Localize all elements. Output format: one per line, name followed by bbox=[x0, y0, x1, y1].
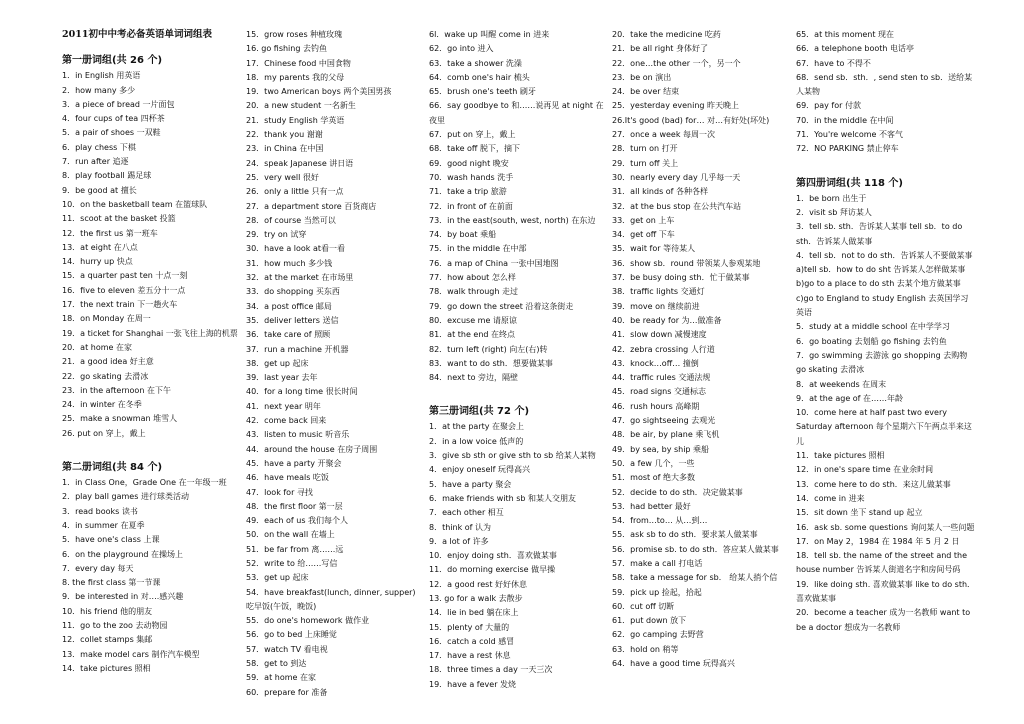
document-title: 2011初中中考必备英语单词词组表 bbox=[62, 29, 212, 40]
phrase-entry: a)tell sb．how to do sht 告诉某人怎样做某事 bbox=[796, 265, 966, 275]
phrase-entry: 14．come in 进来 bbox=[796, 493, 865, 503]
phrase-entry: 20．take the medicine 吃药 bbox=[612, 30, 721, 39]
phrase-entry: 4．four cups of tea 四杯茶 bbox=[62, 114, 165, 124]
phrase-entry: 47．look for 寻找 bbox=[246, 487, 313, 497]
phrase-entry: 25．very well 很好 bbox=[246, 172, 319, 182]
phrase-entry: 25．make a snowman 堆雪人 bbox=[62, 414, 178, 424]
phrase-entry: 83．want to do sth．想要做某事 bbox=[429, 358, 553, 368]
phrase-entry: 38．get up 起床 bbox=[246, 358, 309, 368]
phrase-entry: 49．each of us 我们每个人 bbox=[246, 516, 349, 526]
phrase-entry: 71．take a trip 旅游 bbox=[429, 187, 507, 197]
phrase-entry: 23．in the afternoon 在下午 bbox=[62, 385, 171, 395]
phrase-entry: 41．slow down 减慢速度 bbox=[612, 330, 707, 340]
phrase-entry: 54．from…to… 从…到… bbox=[612, 516, 708, 526]
phrase-entry: 36．show sb．round 带领某人参观某地 bbox=[612, 258, 761, 268]
phrase-entry: 59．pick up 捡起，拾起 bbox=[612, 587, 702, 597]
phrase-entry: 33．do shopping 买东西 bbox=[246, 287, 340, 297]
phrase-entry: 42．zebra crossing 人行道 bbox=[612, 344, 715, 354]
phrase-entry: 1．in Class One，Grade One 在一年级一班 bbox=[62, 478, 227, 488]
phrase-entry: 55．ask sb to do sth．要求某人做某事 bbox=[612, 530, 758, 540]
phrase-entry: 29．turn off 关上 bbox=[612, 158, 679, 168]
phrase-entry: 62．go camping 去野营 bbox=[612, 630, 704, 640]
phrase-entry: 22．one…the other 一个，另一个 bbox=[612, 58, 741, 68]
phrase-entry: 46．have meals 吃饭 bbox=[246, 473, 329, 483]
phrase-entry: 46．rush hours 高峰期 bbox=[612, 401, 700, 411]
phrase-entry: 65．at this moment 现在 bbox=[796, 30, 895, 39]
phrase-entry: 6l．wake up 叫醒 come in 进来 bbox=[429, 30, 550, 39]
phrase-entry: b)go to a place to do sth 去某个地方做某事 bbox=[796, 279, 961, 289]
phrase-entry: 14．hurry up 快点 bbox=[62, 257, 133, 267]
phrase-entry: 55．do one's homework 做作业 bbox=[246, 616, 370, 626]
phrase-entry: 1．in English 用英语 bbox=[62, 71, 141, 81]
phrase-entry: 18．three times a day 一天三次 bbox=[429, 665, 553, 675]
phrase-entry: 12．the first us 第一班车 bbox=[62, 228, 158, 238]
phrase-entry: 11．go to the zoo 去动物园 bbox=[62, 620, 168, 630]
phrase-entry: 51．most of 绝大多数 bbox=[612, 473, 695, 483]
phrase-entry: 9．be interested in 对….感兴趣 bbox=[62, 592, 184, 602]
section-spacer bbox=[429, 385, 609, 399]
phrase-entry: 27．a department store 百货商店 bbox=[246, 201, 377, 211]
phrase-entry: 34．a post office 邮局 bbox=[246, 301, 332, 311]
phrase-entry: 12．collet stamps 集邮 bbox=[62, 635, 153, 645]
phrase-entry: 43．knock…off… 撞倒 bbox=[612, 358, 699, 368]
phrase-entry: 7．run after 追逐 bbox=[62, 157, 129, 167]
phrase-entry: 5．have a party 聚会 bbox=[429, 479, 512, 489]
phrase-entry: 2．in a low voice 低声的 bbox=[429, 436, 524, 446]
phrase-entry: 4．enjoy oneself 玩得高兴 bbox=[429, 465, 531, 475]
phrase-entry: 33．get on 上车 bbox=[612, 215, 675, 225]
phrase-entry: 57．watch TV 看电视 bbox=[246, 644, 328, 654]
phrase-entry: 40．for a long time 很长时间 bbox=[246, 387, 358, 397]
phrase-entry: 18．on Monday 在周一 bbox=[62, 314, 151, 324]
phrase-entry: 10．on the basketball team 在篮球队 bbox=[62, 199, 208, 209]
phrase-entry: 16．five to eleven 差五分十一点 bbox=[62, 285, 186, 295]
phrase-entry: 30．have a look at看一看 bbox=[246, 244, 346, 254]
phrase-entry: 17．Chinese food 中国食物 bbox=[246, 58, 351, 68]
phrase-entry: 20．a new student 一名新生 bbox=[246, 101, 356, 111]
phrase-entry: 48．the first floor 第一层 bbox=[246, 501, 343, 511]
phrase-entry: 72．in front of 在前面 bbox=[429, 201, 513, 211]
phrase-entry: 24．be over 结束 bbox=[612, 87, 680, 97]
phrase-entry: 60．cut off 切断 bbox=[612, 601, 675, 611]
phrase-entry: 21．be all right 身体好了 bbox=[612, 44, 708, 54]
phrase-entry: 76．a map of China 一张中国地图 bbox=[429, 258, 559, 268]
phrase-entry: 26．only a little 只有一点 bbox=[246, 187, 344, 197]
phrase-entry: 53．get up 起床 bbox=[246, 573, 309, 583]
phrase-entry: 15．plenty of 大量的 bbox=[429, 622, 510, 632]
phrase-entry: 79．go down the street 沿着这条街走 bbox=[429, 301, 574, 311]
phrase-entry: 14．take pictures 照相 bbox=[62, 663, 151, 673]
phrase-entry: 49．by sea, by ship 乘船 bbox=[612, 444, 710, 454]
phrase-entry: 78．walk through 走过 bbox=[429, 287, 518, 297]
phrase-entry: 37．run a machine 开机器 bbox=[246, 344, 349, 354]
phrase-entry: c)go to England to study English 去英国学习英语 bbox=[796, 293, 969, 318]
phrase-entry: 22．thank you 谢谢 bbox=[246, 130, 323, 140]
phrase-entry: 31．all kinds of 各种各样 bbox=[612, 187, 709, 197]
section-heading: 第四册词组(共 118 个) bbox=[796, 177, 903, 189]
phrase-entry: 16. go fishing 去钓鱼 bbox=[246, 44, 327, 54]
phrase-entry: 25．yesterday evening 昨天晚上 bbox=[612, 101, 740, 111]
phrase-entry: 12．a good rest 好好休息 bbox=[429, 579, 527, 589]
phrase-entry: 47．go sightseeing 去观光 bbox=[612, 416, 716, 426]
phrase-entry: 66．a telephone booth 电话亭 bbox=[796, 44, 915, 54]
phrase-entry: 56．promise sb. to do sth．答应某人做某事 bbox=[612, 544, 779, 554]
phrase-entry: 58．get to 到达 bbox=[246, 659, 307, 669]
phrase-entry: 4．tell sb．not to do sth．告诉某人不要做某事 bbox=[796, 250, 973, 260]
phrase-entry: 68．take off 脱下，摘下 bbox=[429, 144, 520, 154]
phrase-entry: 20．at home 在家 bbox=[62, 342, 132, 352]
phrase-entry: 58．take a message for sb． 给某人捎个信 bbox=[612, 573, 778, 583]
phrase-entry: 24．speak Japanese 讲日语 bbox=[246, 158, 354, 168]
phrase-entry: 13. go for a walk 去散步 bbox=[429, 593, 523, 603]
phrase-entry: 2．visit sb 拜访某人 bbox=[796, 207, 872, 217]
phrase-entry: 45．have a party 开聚会 bbox=[246, 458, 342, 468]
phrase-entry: 70．wash hands 洗手 bbox=[429, 172, 514, 182]
phrase-entry: 50．a few 几个，一些 bbox=[612, 458, 695, 468]
phrase-entry: 24．in winter 在冬季 bbox=[62, 400, 142, 410]
phrase-entry: 8．play football 踢足球 bbox=[62, 171, 152, 181]
phrase-entry: 67．have to 不得不 bbox=[796, 58, 871, 68]
section-heading: 第一册词组(共 26 个) bbox=[62, 55, 163, 67]
phrase-entry: 45．road signs 交通标志 bbox=[612, 387, 706, 397]
phrase-entry: 44．traffic rules 交通法规 bbox=[612, 373, 711, 383]
phrase-entry: 21．a good idea 好主意 bbox=[62, 357, 154, 367]
phrase-entry: 8．think of 认为 bbox=[429, 522, 492, 532]
phrase-entry: 23．be on 演出 bbox=[612, 72, 672, 82]
phrase-entry: 10．enjoy doing sth．喜欢做某事 bbox=[429, 551, 557, 561]
phrase-entry: 21．study English 学英语 bbox=[246, 115, 345, 125]
phrase-entry: 42．come back 回来 bbox=[246, 416, 327, 426]
phrase-entry: 13．at eight 在八点 bbox=[62, 242, 138, 252]
column-4 bbox=[612, 28, 792, 671]
phrase-entry: 32．at the market 在市场里 bbox=[246, 273, 354, 283]
phrase-entry: 52．decide to do sth．决定做某事 bbox=[612, 487, 743, 497]
phrase-entry: 5．study at a middle school 在中学学习 bbox=[796, 322, 950, 332]
phrase-entry: 19．a ticket for Shanghai 一张飞往上海的机票 bbox=[62, 328, 238, 338]
phrase-entry: 13．come here to do sth．来这儿做某事 bbox=[796, 479, 951, 489]
column-2 bbox=[246, 28, 426, 700]
phrase-entry: 6．on the playground 在操场上 bbox=[62, 549, 184, 559]
column-3 bbox=[429, 28, 609, 692]
phrase-entry: 38．traffic lights 交通灯 bbox=[612, 287, 705, 297]
phrase-entry: 14．lie in bed 躺在床上 bbox=[429, 608, 519, 618]
section-spacer bbox=[796, 157, 976, 171]
phrase-entry: 62．go into 进入 bbox=[429, 44, 494, 54]
phrase-entry: 17．the next train 下一趟火车 bbox=[62, 300, 178, 310]
phrase-entry: 3．tell sb. sth．告诉某人某事 tell sb．to do sth．告诉某人做某事 bbox=[796, 222, 963, 246]
phrase-entry: 77．how about 怎么样 bbox=[429, 273, 516, 283]
phrase-entry: 1．at the party 在聚会上 bbox=[429, 422, 525, 432]
phrase-entry: 64．have a good time 玩得高兴 bbox=[612, 659, 735, 669]
phrase-entry: 8．at weekends 在周末 bbox=[796, 379, 887, 389]
phrase-entry: 51．be far from 离……远 bbox=[246, 544, 344, 554]
phrase-entry: 56．go to bed 上床睡觉 bbox=[246, 630, 337, 640]
phrase-entry: 80．excuse me 请原谅 bbox=[429, 315, 517, 325]
phrase-entry: 3．a piece of bread 一片面包 bbox=[62, 99, 175, 109]
phrase-entry: 39．move on 继续前进 bbox=[612, 301, 700, 311]
phrase-entry: 28．of course 当然可以 bbox=[246, 215, 336, 225]
phrase-entry: 44．around the house 在房子周围 bbox=[246, 444, 378, 454]
phrase-entry: 12．in one's spare time 在业余时间 bbox=[796, 465, 934, 475]
phrase-entry: 71．You're welcome 不客气 bbox=[796, 130, 903, 140]
phrase-entry: 41．next year 明年 bbox=[246, 401, 321, 411]
phrase-entry: 34．get off 下车 bbox=[612, 230, 675, 240]
phrase-entry: 70．in the middle 在中间 bbox=[796, 115, 894, 125]
phrase-entry: 66．say goodbye to 和……说再见 at night 在夜里 bbox=[429, 101, 604, 125]
phrase-entry: 65．brush one's teeth 刷牙 bbox=[429, 87, 536, 97]
phrase-entry: 6．play chess 下棋 bbox=[62, 142, 136, 152]
phrase-entry: 7．go swimming 去游泳 go shopping 去购物 go skating 去滑冰 bbox=[796, 350, 968, 375]
phrase-entry: 1．be born 出生于 bbox=[796, 193, 867, 203]
phrase-entry: 15．grow roses 种植玫瑰 bbox=[246, 30, 343, 39]
phrase-entry: 23．in China 在中国 bbox=[246, 144, 324, 154]
section-spacer bbox=[62, 441, 242, 455]
phrase-entry: 15．sit down 坐下 stand up 起立 bbox=[796, 508, 923, 518]
phrase-entry: 63．hold on 稍等 bbox=[612, 644, 679, 654]
phrase-entry: 82．turn left (right) 向左(右)转 bbox=[429, 344, 548, 354]
phrase-entry: 22．go skating 去滑冰 bbox=[62, 371, 149, 381]
phrase-entry: 81．at the end 在终点 bbox=[429, 330, 516, 340]
phrase-entry: 2．how many 多少 bbox=[62, 85, 136, 95]
phrase-entry: 20．become a teacher 成为一名教师 want to be a doctor 想成为一名教师 bbox=[796, 608, 971, 632]
phrase-entry: 50．on the wall 在墙上 bbox=[246, 530, 335, 540]
column-1 bbox=[62, 28, 242, 676]
phrase-entry: 2．play ball games 进行球类活动 bbox=[62, 492, 189, 502]
phrase-entry: 64．comb one's hair 梳头 bbox=[429, 72, 530, 82]
phrase-entry: 8. the first class 第一节课 bbox=[62, 578, 161, 588]
phrase-entry: 28．turn on 打开 bbox=[612, 144, 678, 154]
phrase-entry: 15．a quarter past ten 十点一刻 bbox=[62, 271, 188, 281]
phrase-entry: 57．make a call 打电话 bbox=[612, 558, 703, 568]
phrase-entry: 3．read books 读书 bbox=[62, 506, 138, 516]
phrase-entry: 29．try on 试穿 bbox=[246, 230, 307, 240]
section-heading: 第二册词组(共 84 个) bbox=[62, 462, 163, 474]
phrase-entry: 26.It's good (bad) for… 对…有好处(坏处) bbox=[612, 115, 770, 125]
phrase-entry: 9．at the age of 在……年龄 bbox=[796, 393, 904, 403]
phrase-entry: 69．pay for 付款 bbox=[796, 101, 861, 111]
phrase-entry: 43．listen to music 听音乐 bbox=[246, 430, 350, 440]
phrase-entry: 17．have a rest 休息 bbox=[429, 651, 511, 661]
phrase-entry: 7．each other 相互 bbox=[429, 508, 504, 518]
phrase-entry: 5．have one's class 上课 bbox=[62, 535, 160, 545]
phrase-entry: 39．last year 去年 bbox=[246, 373, 318, 383]
phrase-entry: 19．two American boys 两个美国男孩 bbox=[246, 87, 392, 97]
phrase-entry: 9．a lot of 许多 bbox=[429, 536, 489, 546]
phrase-entry: 60．prepare for 准备 bbox=[246, 687, 328, 697]
phrase-entry: 17．on May 2，1984 在 1984 年 5 月 2 日 bbox=[796, 536, 960, 546]
phrase-entry: 19．like doing sth. 喜欢做某事 like to do sth．喜欢做某事 bbox=[796, 579, 976, 603]
phrase-entry: 16．catch a cold 感冒 bbox=[429, 636, 515, 646]
phrase-entry: 63．take a shower 洗澡 bbox=[429, 58, 522, 68]
phrase-entry: 59．at home 在家 bbox=[246, 673, 316, 683]
phrase-entry: 68．send sb．sth．, send sten to sb．送给某人某物 bbox=[796, 72, 973, 97]
phrase-entry: 11．do morning exercise 做早操 bbox=[429, 565, 556, 575]
phrase-entry: 72．NO PARKING 禁止停车 bbox=[796, 144, 899, 154]
phrase-entry: 5．a pair of shoes 一双鞋 bbox=[62, 128, 161, 138]
phrase-entry: 54．have breakfast(lunch, dinner, supper) 吃早饭(午饭，晚饭) bbox=[246, 587, 416, 611]
phrase-entry: 7．every day 每天 bbox=[62, 563, 134, 573]
phrase-entry: 3．give sb sth or give sth to sb 给某人某物 bbox=[429, 451, 596, 461]
phrase-entry: 69．good night 晚安 bbox=[429, 158, 509, 168]
section-heading: 第三册词组(共 72 个) bbox=[429, 406, 530, 418]
phrase-entry: 13．make model cars 制作汽车模型 bbox=[62, 649, 200, 659]
phrase-entry: 73．in the east(south, west, north) 在东边 bbox=[429, 215, 596, 225]
phrase-entry: 67．put on 穿上，戴上 bbox=[429, 130, 516, 140]
phrase-entry: 26. put on 穿上，戴上 bbox=[62, 428, 146, 438]
phrase-entry: 9．be good at 擅长 bbox=[62, 185, 137, 195]
phrase-entry: 32．at the bus stop 在公共汽车站 bbox=[612, 201, 742, 211]
phrase-entry: 75．in the middle 在中部 bbox=[429, 244, 527, 254]
phrase-entry: 27．once a week 每周一次 bbox=[612, 130, 716, 140]
phrase-entry: 52．write to 给……写信 bbox=[246, 558, 338, 568]
phrase-entry: 11．take pictures 照相 bbox=[796, 451, 885, 461]
phrase-entry: 6．make friends with sb 和某人交朋友 bbox=[429, 493, 577, 503]
phrase-entry: 11．scoot at the basket 投篮 bbox=[62, 214, 176, 224]
phrase-entry: 4．in summer 在夏季 bbox=[62, 520, 145, 530]
phrase-entry: 35．wait for 等待某人 bbox=[612, 244, 696, 254]
phrase-entry: 37．be busy doing sth．忙于做某事 bbox=[612, 273, 750, 283]
phrase-entry: 53．had better 最好 bbox=[612, 501, 691, 511]
phrase-entry: 84．next to 旁边，隔壁 bbox=[429, 373, 519, 383]
phrase-entry: 48．be air, by plane 乘飞机 bbox=[612, 430, 720, 440]
phrase-entry: 18．my parents 我的父母 bbox=[246, 72, 345, 82]
phrase-entry: 36．take care of 照顾 bbox=[246, 330, 331, 340]
phrase-entry: 31．how much 多少钱 bbox=[246, 258, 333, 268]
phrase-entry: 16．ask sb. some questions 询问某人一些问题 bbox=[796, 522, 975, 532]
phrase-entry: 6．go boating 去划船 go fishing 去钓鱼 bbox=[796, 336, 947, 346]
column-5 bbox=[796, 28, 976, 635]
phrase-entry: 40．be ready for 为…做准备 bbox=[612, 315, 722, 325]
phrase-entry: 19．have a fever 发烧 bbox=[429, 679, 517, 689]
phrase-entry: 10．his friend 他的朋友 bbox=[62, 606, 153, 616]
phrase-entry: 61．put down 放下 bbox=[612, 616, 687, 626]
phrase-entry: 30．nearly every day 几乎每一天 bbox=[612, 172, 741, 182]
phrase-entry: 35．deliver letters 送信 bbox=[246, 315, 339, 325]
phrase-entry: 18．tell sb. the name of the street and the house number 告诉某人街道名字和房间号码 bbox=[796, 551, 968, 575]
phrase-entry: 10．come here at half past two every Saturday afternoon 每个星期六下午两点半来这儿 bbox=[796, 408, 972, 446]
phrase-entry: 74．by boat 乘船 bbox=[429, 230, 497, 240]
